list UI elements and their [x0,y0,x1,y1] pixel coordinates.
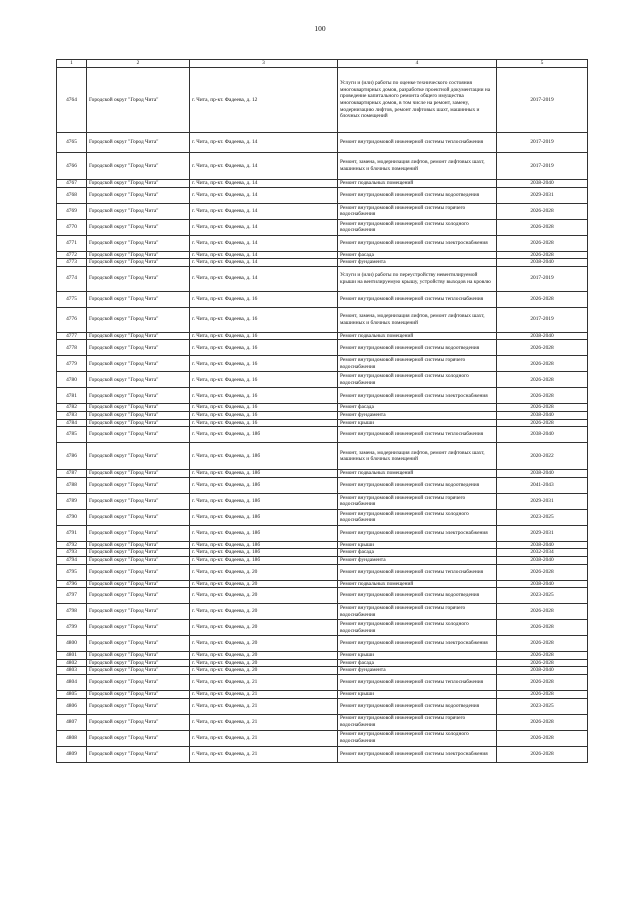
work-type-cell: Ремонт крыши [338,419,497,427]
municipality-cell: Городской округ "Город Чита" [87,153,190,180]
period-cell: 2026-2028 [497,419,588,427]
row-number-cell: 4808 [57,730,87,746]
work-type-cell: Ремонт внутридомовой инженерной системы электроснабжения [338,746,497,762]
row-number-cell: 4776 [57,307,87,332]
municipality-cell: Городской округ "Город Чита" [87,667,190,675]
municipality-cell: Городской округ "Город Чита" [87,307,190,332]
municipality-cell: Городской округ "Город Чита" [87,556,190,564]
address-cell: г. Чита, пр-кт. Фадеева, д. 20 [190,620,338,636]
table-row [57,690,588,698]
period-cell: 2026-2028 [497,674,588,690]
period-cell: 2038-2040 [497,470,588,478]
work-type-cell: Ремонт внутридомовой инженерной системы водоотведения [338,187,497,203]
table-row [57,636,588,652]
work-type-cell: Ремонт фундамента [338,259,497,267]
row-number-cell: 4770 [57,219,87,235]
municipality-cell: Городской округ "Город Чита" [87,549,190,557]
row-number-cell: 4801 [57,652,87,660]
address-cell: г. Чита, пр-кт. Фадеева, д. 20 [190,580,338,588]
address-cell: г. Чита, пр-кт. Фадеева, д. 12 [190,68,338,133]
period-cell: 2026-2028 [497,564,588,580]
municipality-cell: Городской округ "Город Чита" [87,620,190,636]
period-cell: 2026-2028 [497,251,588,259]
table-row [57,659,588,667]
municipality-cell: Городской округ "Город Чита" [87,180,190,188]
table-row [57,419,588,427]
municipality-cell: Городской округ "Город Чита" [87,411,190,419]
row-number-cell: 4783 [57,411,87,419]
address-cell: г. Чита, пр-кт. Фадеева, д. 14 [190,266,338,291]
row-number-cell: 4772 [57,251,87,259]
row-number-cell: 4775 [57,291,87,307]
period-cell: 2023-2025 [497,588,588,604]
row-number-cell: 4793 [57,549,87,557]
municipality-cell: Городской округ "Город Чита" [87,291,190,307]
row-number-cell: 4786 [57,443,87,470]
address-cell: г. Чита, пр-кт. Фадеева, д. 14 [190,235,338,251]
address-cell: г. Чита, пр-кт. Фадеева, д. 18б [190,427,338,443]
address-cell: г. Чита, пр-кт. Фадеева, д. 20 [190,636,338,652]
table-row [57,259,588,267]
address-cell: г. Чита, пр-кт. Фадеева, д. 16 [190,340,338,356]
municipality-cell: Городской округ "Город Чита" [87,340,190,356]
row-number-cell: 4809 [57,746,87,762]
work-type-cell: Услуги и (или) работы по переустройству невентилируемой крыши на вентилируемую крышу, устройству выходов на кровлю [338,266,497,291]
table-row [57,477,588,493]
work-type-cell: Ремонт внутридомовой инженерной системы теплоснабжения [338,291,497,307]
table-row [57,564,588,580]
period-cell: 2026-2028 [497,404,588,412]
period-cell: 2026-2028 [497,372,588,388]
work-type-cell: Ремонт внутридомовой инженерной системы горячего водоснабжения [338,714,497,730]
period-cell: 2038-2040 [497,541,588,549]
municipality-cell: Городской округ "Город Чита" [87,133,190,153]
row-number-cell: 4768 [57,187,87,203]
work-type-cell: Ремонт подвальных помещений [338,332,497,340]
row-number-cell: 4773 [57,259,87,267]
work-type-cell: Ремонт внутридомовой инженерной системы электроснабжения [338,525,497,541]
period-cell: 2038-2040 [497,427,588,443]
table-row [57,291,588,307]
period-cell: 2026-2028 [497,219,588,235]
address-cell: г. Чита, пр-кт. Фадеева, д. 20 [190,659,338,667]
period-cell: 2026-2028 [497,636,588,652]
municipality-cell: Городской округ "Город Чита" [87,332,190,340]
municipality-cell: Городской округ "Город Чита" [87,493,190,509]
work-type-cell: Ремонт крыши [338,652,497,660]
work-type-cell: Ремонт внутридомовой инженерной системы горячего водоснабжения [338,493,497,509]
work-type-cell: Ремонт фундамента [338,667,497,675]
municipality-cell: Городской округ "Город Чита" [87,266,190,291]
period-cell: 2017-2019 [497,133,588,153]
table-header-row [57,60,588,68]
address-cell: г. Чита, пр-кт. Фадеева, д. 21 [190,690,338,698]
work-type-cell: Ремонт фасада [338,404,497,412]
municipality-cell: Городской округ "Город Чита" [87,564,190,580]
period-cell: 2038-2040 [497,411,588,419]
address-cell: г. Чита, пр-кт. Фадеева, д. 20 [190,588,338,604]
table-row [57,674,588,690]
column-header: 5 [497,60,588,68]
municipality-cell: Городской округ "Город Чита" [87,525,190,541]
work-type-cell: Ремонт, замена, модернизация лифтов, ремонт лифтовых шахт, машинных и блочных помещений [338,443,497,470]
table-row [57,730,588,746]
period-cell: 2023-2025 [497,509,588,525]
period-cell: 2026-2028 [497,730,588,746]
row-number-cell: 4807 [57,714,87,730]
work-type-cell: Ремонт внутридомовой инженерной системы горячего водоснабжения [338,356,497,372]
work-type-cell: Ремонт внутридомовой инженерной системы теплоснабжения [338,564,497,580]
work-type-cell: Ремонт внутридомовой инженерной системы теплоснабжения [338,133,497,153]
period-cell: 2026-2028 [497,291,588,307]
period-cell: 2026-2028 [497,604,588,620]
row-number-cell: 4790 [57,509,87,525]
row-number-cell: 4798 [57,604,87,620]
work-type-cell: Ремонт внутридомовой инженерной системы водоотведения [338,698,497,714]
work-type-cell: Ремонт фасада [338,251,497,259]
row-number-cell: 4779 [57,356,87,372]
period-cell: 2017-2019 [497,68,588,133]
table-row [57,332,588,340]
address-cell: г. Чита, пр-кт. Фадеева, д. 16 [190,411,338,419]
address-cell: г. Чита, пр-кт. Фадеева, д. 18б [190,443,338,470]
row-number-cell: 4787 [57,470,87,478]
municipality-cell: Городской округ "Город Чита" [87,356,190,372]
period-cell: 2032-2034 [497,549,588,557]
table-row [57,525,588,541]
period-cell: 2026-2028 [497,340,588,356]
table-row [57,427,588,443]
address-cell: г. Чита, пр-кт. Фадеева, д. 20 [190,564,338,580]
municipality-cell: Городской округ "Город Чита" [87,604,190,620]
municipality-cell: Городской округ "Город Чита" [87,477,190,493]
table-row [57,667,588,675]
table-row [57,714,588,730]
address-cell: г. Чита, пр-кт. Фадеева, д. 21 [190,730,338,746]
work-type-cell: Ремонт внутридомовой инженерной системы теплоснабжения [338,427,497,443]
municipality-cell: Городской округ "Город Чита" [87,588,190,604]
table-row [57,153,588,180]
address-cell: г. Чита, пр-кт. Фадеева, д. 14 [190,203,338,219]
row-number-cell: 4780 [57,372,87,388]
page-number: 100 [314,24,326,33]
table-row [57,470,588,478]
address-cell: г. Чита, пр-кт. Фадеева, д. 16 [190,419,338,427]
address-cell: г. Чита, пр-кт. Фадеева, д. 16 [190,291,338,307]
address-cell: г. Чита, пр-кт. Фадеева, д. 21 [190,714,338,730]
table-row [57,588,588,604]
column-header: 4 [338,60,497,68]
table-row [57,180,588,188]
municipality-cell: Городской округ "Город Чита" [87,509,190,525]
work-type-cell: Ремонт крыши [338,541,497,549]
table-row [57,235,588,251]
row-number-cell: 4778 [57,340,87,356]
table-row [57,411,588,419]
address-cell: г. Чита, пр-кт. Фадеева, д. 14 [190,219,338,235]
row-number-cell: 4803 [57,667,87,675]
work-type-cell: Ремонт внутридомовой инженерной системы водоотведения [338,340,497,356]
column-header: 2 [87,60,190,68]
repair-schedule-table [56,59,588,763]
table-row [57,219,588,235]
address-cell: г. Чита, пр-кт. Фадеева, д. 18б [190,549,338,557]
address-cell: г. Чита, пр-кт. Фадеева, д. 16 [190,307,338,332]
period-cell: 2026-2028 [497,620,588,636]
row-number-cell: 4796 [57,580,87,588]
table-row [57,68,588,133]
work-type-cell: Ремонт, замена, модернизация лифтов, ремонт лифтовых шахт, машинных и блочных помещений [338,307,497,332]
table-row [57,652,588,660]
period-cell: 2029-2031 [497,525,588,541]
table-row [57,266,588,291]
municipality-cell: Городской округ "Город Чита" [87,659,190,667]
period-cell: 2026-2028 [497,659,588,667]
row-number-cell: 4795 [57,564,87,580]
municipality-cell: Городской округ "Город Чита" [87,698,190,714]
table-row [57,556,588,564]
table-row [57,580,588,588]
table-row [57,541,588,549]
period-cell: 2026-2028 [497,714,588,730]
period-cell: 2026-2028 [497,690,588,698]
address-cell: г. Чита, пр-кт. Фадеева, д. 21 [190,746,338,762]
address-cell: г. Чита, пр-кт. Фадеева, д. 16 [190,388,338,404]
period-cell: 2038-2040 [497,180,588,188]
row-number-cell: 4792 [57,541,87,549]
municipality-cell: Городской округ "Город Чита" [87,187,190,203]
municipality-cell: Городской округ "Город Чита" [87,690,190,698]
table-row [57,604,588,620]
work-type-cell: Ремонт внутридомовой инженерной системы холодного водоснабжения [338,620,497,636]
row-number-cell: 4788 [57,477,87,493]
row-number-cell: 4791 [57,525,87,541]
work-type-cell: Ремонт фундамента [338,411,497,419]
row-number-cell: 4802 [57,659,87,667]
address-cell: г. Чита, пр-кт. Фадеева, д. 16 [190,356,338,372]
row-number-cell: 4764 [57,68,87,133]
work-type-cell: Ремонт фасада [338,659,497,667]
municipality-cell: Городской округ "Город Чита" [87,419,190,427]
address-cell: г. Чита, пр-кт. Фадеева, д. 21 [190,674,338,690]
period-cell: 2038-2040 [497,667,588,675]
address-cell: г. Чита, пр-кт. Фадеева, д. 18б [190,541,338,549]
work-type-cell: Ремонт внутридомовой инженерной системы водоотведения [338,477,497,493]
address-cell: г. Чита, пр-кт. Фадеева, д. 14 [190,153,338,180]
address-cell: г. Чита, пр-кт. Фадеева, д. 14 [190,133,338,153]
table-row [57,443,588,470]
period-cell: 2038-2040 [497,556,588,564]
period-cell: 2038-2040 [497,580,588,588]
row-number-cell: 4799 [57,620,87,636]
work-type-cell: Ремонт внутридомовой инженерной системы холодного водоснабжения [338,730,497,746]
address-cell: г. Чита, пр-кт. Фадеева, д. 18б [190,509,338,525]
address-cell: г. Чита, пр-кт. Фадеева, д. 21 [190,698,338,714]
period-cell: 2017-2019 [497,153,588,180]
municipality-cell: Городской округ "Город Чита" [87,746,190,762]
municipality-cell: Городской округ "Город Чита" [87,470,190,478]
work-type-cell: Ремонт внутридомовой инженерной системы электроснабжения [338,636,497,652]
municipality-cell: Городской округ "Город Чита" [87,259,190,267]
table-row [57,251,588,259]
table-row [57,203,588,219]
row-number-cell: 4805 [57,690,87,698]
municipality-cell: Городской округ "Город Чита" [87,219,190,235]
address-cell: г. Чита, пр-кт. Фадеева, д. 14 [190,259,338,267]
address-cell: г. Чита, пр-кт. Фадеева, д. 18б [190,525,338,541]
row-number-cell: 4782 [57,404,87,412]
municipality-cell: Городской округ "Город Чита" [87,580,190,588]
work-type-cell: Ремонт подвальных помещений [338,580,497,588]
municipality-cell: Городской округ "Город Чита" [87,388,190,404]
row-number-cell: 4794 [57,556,87,564]
work-type-cell: Ремонт крыши [338,690,497,698]
work-type-cell: Ремонт фундамента [338,556,497,564]
address-cell: г. Чита, пр-кт. Фадеева, д. 14 [190,180,338,188]
table-row [57,356,588,372]
municipality-cell: Городской округ "Город Чита" [87,636,190,652]
address-cell: г. Чита, пр-кт. Фадеева, д. 18б [190,470,338,478]
row-number-cell: 4797 [57,588,87,604]
municipality-cell: Городской округ "Город Чита" [87,714,190,730]
period-cell: 2026-2028 [497,746,588,762]
row-number-cell: 4784 [57,419,87,427]
period-cell: 2017-2019 [497,307,588,332]
table-row [57,620,588,636]
row-number-cell: 4785 [57,427,87,443]
period-cell: 2026-2028 [497,203,588,219]
municipality-cell: Городской округ "Город Чита" [87,541,190,549]
period-cell: 2026-2028 [497,356,588,372]
address-cell: г. Чита, пр-кт. Фадеева, д. 16 [190,372,338,388]
period-cell: 2029-2031 [497,187,588,203]
work-type-cell: Ремонт внутридомовой инженерной системы горячего водоснабжения [338,203,497,219]
row-number-cell: 4766 [57,153,87,180]
row-number-cell: 4767 [57,180,87,188]
municipality-cell: Городской округ "Город Чита" [87,68,190,133]
address-cell: г. Чита, пр-кт. Фадеева, д. 18б [190,477,338,493]
work-type-cell: Ремонт внутридомовой инженерной системы горячего водоснабжения [338,604,497,620]
work-type-cell: Ремонт подвальных помещений [338,180,497,188]
column-header: 1 [57,60,87,68]
table-row [57,307,588,332]
municipality-cell: Городской округ "Город Чита" [87,372,190,388]
period-cell: 2029-2031 [497,493,588,509]
row-number-cell: 4777 [57,332,87,340]
address-cell: г. Чита, пр-кт. Фадеева, д. 20 [190,604,338,620]
table-row [57,133,588,153]
table-row [57,698,588,714]
municipality-cell: Городской округ "Город Чита" [87,404,190,412]
row-number-cell: 4765 [57,133,87,153]
work-type-cell: Ремонт внутридомовой инженерной системы водоотведения [338,588,497,604]
address-cell: г. Чита, пр-кт. Фадеева, д. 18б [190,493,338,509]
address-cell: г. Чита, пр-кт. Фадеева, д. 18б [190,556,338,564]
period-cell: 2017-2019 [497,266,588,291]
table-row [57,746,588,762]
table-row [57,549,588,557]
period-cell: 2020-2022 [497,443,588,470]
work-type-cell: Ремонт внутридомовой инженерной системы электроснабжения [338,235,497,251]
address-cell: г. Чита, пр-кт. Фадеева, д. 14 [190,251,338,259]
row-number-cell: 4771 [57,235,87,251]
period-cell: 2038-2040 [497,332,588,340]
period-cell: 2026-2028 [497,388,588,404]
work-type-cell: Ремонт внутридомовой инженерной системы теплоснабжения [338,674,497,690]
row-number-cell: 4774 [57,266,87,291]
work-type-cell: Услуги и (или) работы по оценке технического состояния многоквартирных домов, разработке проектной документации на проведение капитального ремонта общего имущества многоквартирных домов, в том числе на ремонт, замену, модернизацию лифтов, ремонт лифтовых шахт, машинных и блочных помещений [338,68,497,133]
address-cell: г. Чита, пр-кт. Фадеева, д. 20 [190,652,338,660]
column-header: 3 [190,60,338,68]
municipality-cell: Городской округ "Город Чита" [87,251,190,259]
period-cell: 2041-2043 [497,477,588,493]
period-cell: 2038-2040 [497,259,588,267]
table-row [57,372,588,388]
work-type-cell: Ремонт внутридомовой инженерной системы электроснабжения [338,388,497,404]
work-type-cell: Ремонт внутридомовой инженерной системы холодного водоснабжения [338,219,497,235]
row-number-cell: 4806 [57,698,87,714]
period-cell: 2023-2025 [497,698,588,714]
municipality-cell: Городской округ "Город Чита" [87,730,190,746]
municipality-cell: Городской округ "Город Чита" [87,203,190,219]
table-row [57,509,588,525]
row-number-cell: 4769 [57,203,87,219]
table-row [57,340,588,356]
address-cell: г. Чита, пр-кт. Фадеева, д. 16 [190,332,338,340]
period-cell: 2026-2028 [497,235,588,251]
work-type-cell: Ремонт, замена, модернизация лифтов, ремонт лифтовых шахт, машинных и блочных помещений [338,153,497,180]
work-type-cell: Ремонт внутридомовой инженерной системы холодного водоснабжения [338,372,497,388]
address-cell: г. Чита, пр-кт. Фадеева, д. 14 [190,187,338,203]
address-cell: г. Чита, пр-кт. Фадеева, д. 20 [190,667,338,675]
table-row [57,187,588,203]
municipality-cell: Городской округ "Город Чита" [87,235,190,251]
municipality-cell: Городской округ "Город Чита" [87,674,190,690]
table-row [57,493,588,509]
municipality-cell: Городской округ "Город Чита" [87,652,190,660]
work-type-cell: Ремонт подвальных помещений [338,470,497,478]
row-number-cell: 4804 [57,674,87,690]
table-row [57,388,588,404]
row-number-cell: 4789 [57,493,87,509]
row-number-cell: 4781 [57,388,87,404]
address-cell: г. Чита, пр-кт. Фадеева, д. 16 [190,404,338,412]
work-type-cell: Ремонт фасада [338,549,497,557]
period-cell: 2026-2028 [497,652,588,660]
table-row [57,404,588,412]
municipality-cell: Городской округ "Город Чита" [87,443,190,470]
municipality-cell: Городской округ "Город Чита" [87,427,190,443]
work-type-cell: Ремонт внутридомовой инженерной системы холодного водоснабжения [338,509,497,525]
row-number-cell: 4800 [57,636,87,652]
